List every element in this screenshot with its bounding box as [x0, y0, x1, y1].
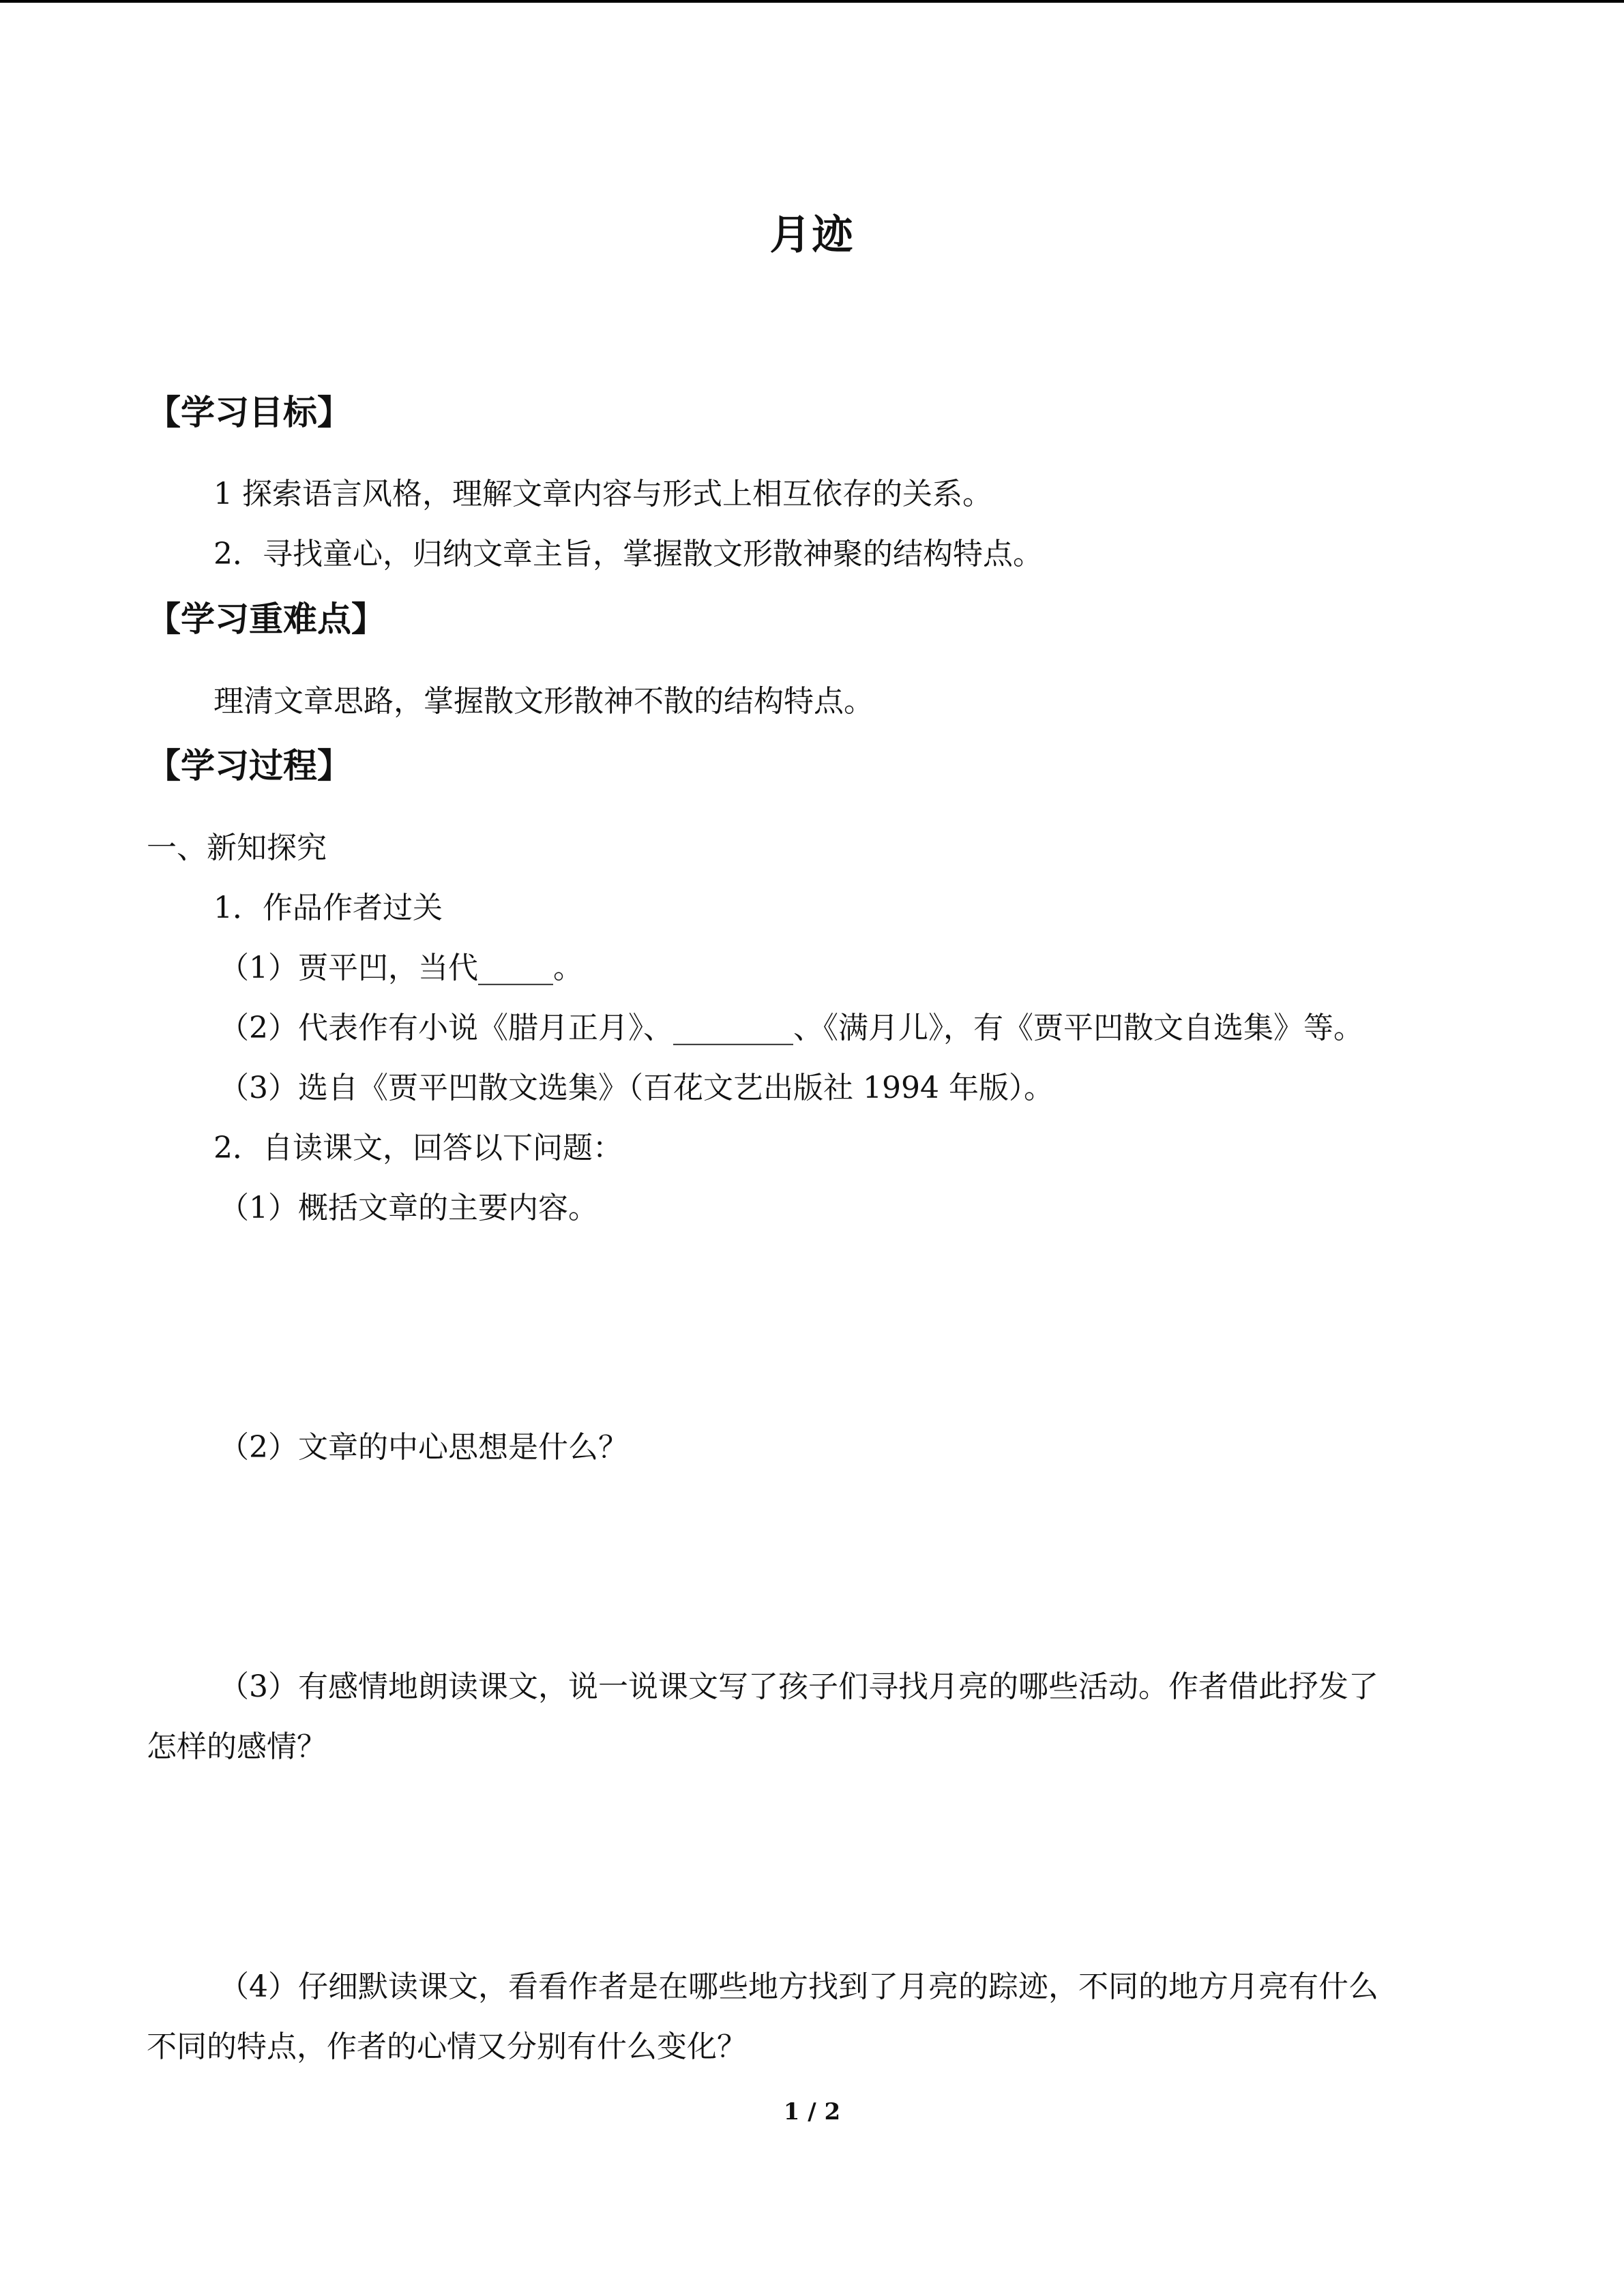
key-points-text: 理清文章思路，掌握散文形散神不散的结构特点。 — [213, 684, 874, 719]
objective-item-1: 1 探索语言风格，理解文章内容与形式上相互依存的关系。 — [213, 477, 992, 511]
question-3-line-1: （3）有感情地朗读课文，说一说课文写了孩子们寻找月亮的哪些活动。作者借此抒发了 — [219, 1669, 1378, 1704]
top-border-rule — [0, 0, 1624, 3]
sub-1-title: 1．作品作者过关 — [213, 891, 443, 925]
question-4-line-2: 不同的特点，作者的心情又分别有什么变化？ — [147, 2029, 747, 2064]
process-heading: 【学习过程】 — [147, 746, 351, 786]
question-3-line-2: 怎样的感情？ — [147, 1729, 327, 1764]
sub-2-title: 2．自读课文，回答以下问题： — [213, 1131, 623, 1165]
objectives-heading: 【学习目标】 — [147, 393, 351, 432]
author-item-3: （3）选自《贾平凹散文选集》（百花文艺出版社 1994 年版）。 — [219, 1071, 1054, 1105]
page-title: 月迹 — [769, 211, 855, 259]
part-1-title: 一、新知探究 — [147, 831, 327, 865]
author-item-2: （2）代表作有小说《腊月正月》、________、《满月儿》，有《贾平凹散文自选集》等。 — [219, 1011, 1363, 1045]
key-points-heading: 【学习重难点】 — [147, 599, 385, 639]
question-4-line-1: （4）仔细默读课文，看看作者是在哪些地方找到了月亮的踪迹，不同的地方月亮有什么 — [219, 1969, 1378, 2004]
objective-item-2: 2．寻找童心，归纳文章主旨，掌握散文形散神聚的结构特点。 — [213, 537, 1043, 571]
question-1: （1）概括文章的主要内容。 — [219, 1191, 598, 1225]
page-number: 1 / 2 — [783, 2098, 841, 2126]
question-2: （2）文章的中心思想是什么？ — [219, 1430, 628, 1465]
author-item-1: （1）贾平凹，当代_____。 — [219, 951, 583, 985]
